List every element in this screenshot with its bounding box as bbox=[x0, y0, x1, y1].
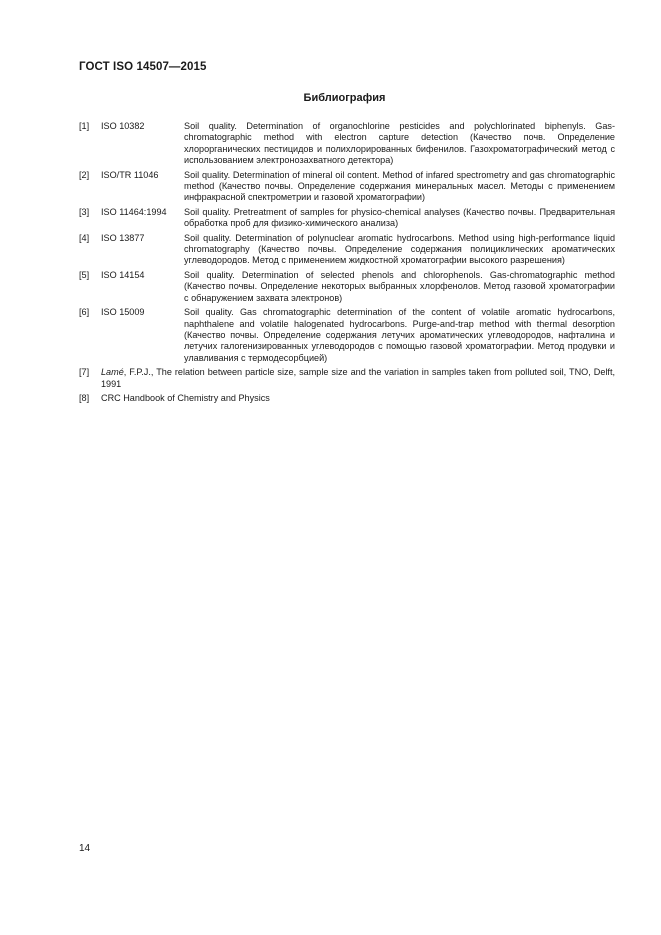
section-title: Библиография bbox=[303, 92, 386, 104]
entry-author: Lamé bbox=[101, 367, 124, 378]
entry-number: [7] bbox=[79, 367, 90, 378]
entry-standard-code: ISO/TR 11046 bbox=[101, 169, 159, 180]
entry-number: [5] bbox=[79, 269, 90, 280]
entry-number: [6] bbox=[79, 307, 90, 318]
entry-description: Soil quality. Gas chromatographic determination of the content of volatile aromatic hydrocarbons, naphthalene and volatile halogenated hydrocarbons. Purge-and-trap method with thermal desorption (Качество почвы. Определение содержания летучих ароматических углеводородов, нафталина и летучих галогенизированных углеводородов с помощью газовой хроматографии. Метод продувки и улавливания с термодесорбцией) bbox=[184, 307, 615, 363]
bibliography-entry bbox=[79, 367, 615, 390]
entry-description: CRC Handbook of Chemistry and Physics bbox=[101, 392, 270, 403]
entry-description: Soil quality. Determination of selected phenols and chlorophenols. Gas-chromatographic method (Качество почвы. Определение некоторых выбранных хлорфенолов. Метод газовой хроматографии с обнаружением захвата электронов) bbox=[184, 269, 615, 303]
bibliography-entry bbox=[79, 307, 615, 364]
entry-number: [2] bbox=[79, 169, 90, 180]
entry-standard-code: ISO 10382 bbox=[101, 121, 145, 131]
bibliography-list bbox=[79, 121, 615, 407]
entry-standard-code: ISO 15009 bbox=[101, 307, 145, 318]
bibliography-entry bbox=[79, 170, 615, 204]
document-header: ГОСТ ISO 14507—2015 bbox=[79, 61, 207, 73]
entry-description bbox=[101, 367, 615, 390]
entry-standard-code: ISO 11464:1994 bbox=[101, 206, 167, 217]
entry-standard-code: ISO 14154 bbox=[101, 269, 145, 280]
entry-description: Soil quality. Determination of organochlorine pesticides and polychlorinated biphenyls. Gas-chromatographic method with electron capture detection (Качество почв. Определение хлорорганических пестицидов и полихлорированных бифенилов. Газохроматографический метод с использованием электронозахватного детектора) bbox=[184, 121, 615, 166]
entry-description: Soil quality. Determination of polynuclear aromatic hydrocarbons. Method using high-performance liquid chromatography (Качество почвы. Определение содержания полициклических ароматических углеводородов. Метод с применением жидкостной хроматографии высокого разрешения) bbox=[184, 232, 615, 266]
entry-description: Soil quality. Pretreatment of samples for physico-chemical analyses (Качество почвы. Предварительная обработка проб для физико-химического анализа) bbox=[184, 206, 615, 229]
entry-number: [3] bbox=[79, 206, 90, 217]
bibliography-entry bbox=[79, 233, 615, 267]
bibliography-entry bbox=[79, 207, 615, 230]
bibliography-entry bbox=[79, 393, 615, 404]
entry-number: [8] bbox=[79, 392, 90, 403]
entry-number: [1] bbox=[79, 121, 90, 131]
bibliography-entry bbox=[79, 270, 615, 304]
entry-description: Soil quality. Determination of mineral oil content. Method of infared spectrometry and gas chromatographic method (Качество почвы. Определение содержания минеральных масел. Методы с применением инфракрасной спектрометрии и газовой хроматографии) bbox=[184, 169, 615, 203]
entry-number: [4] bbox=[79, 232, 90, 243]
entry-text: , F.P.J., The relation between particle size, sample size and the variation in samples taken from polluted soil, TNO, Delft, 1991 bbox=[101, 367, 615, 389]
page-number: 14 bbox=[79, 843, 91, 854]
entry-standard-code: ISO 13877 bbox=[101, 232, 145, 243]
bibliography-entry bbox=[79, 121, 615, 167]
